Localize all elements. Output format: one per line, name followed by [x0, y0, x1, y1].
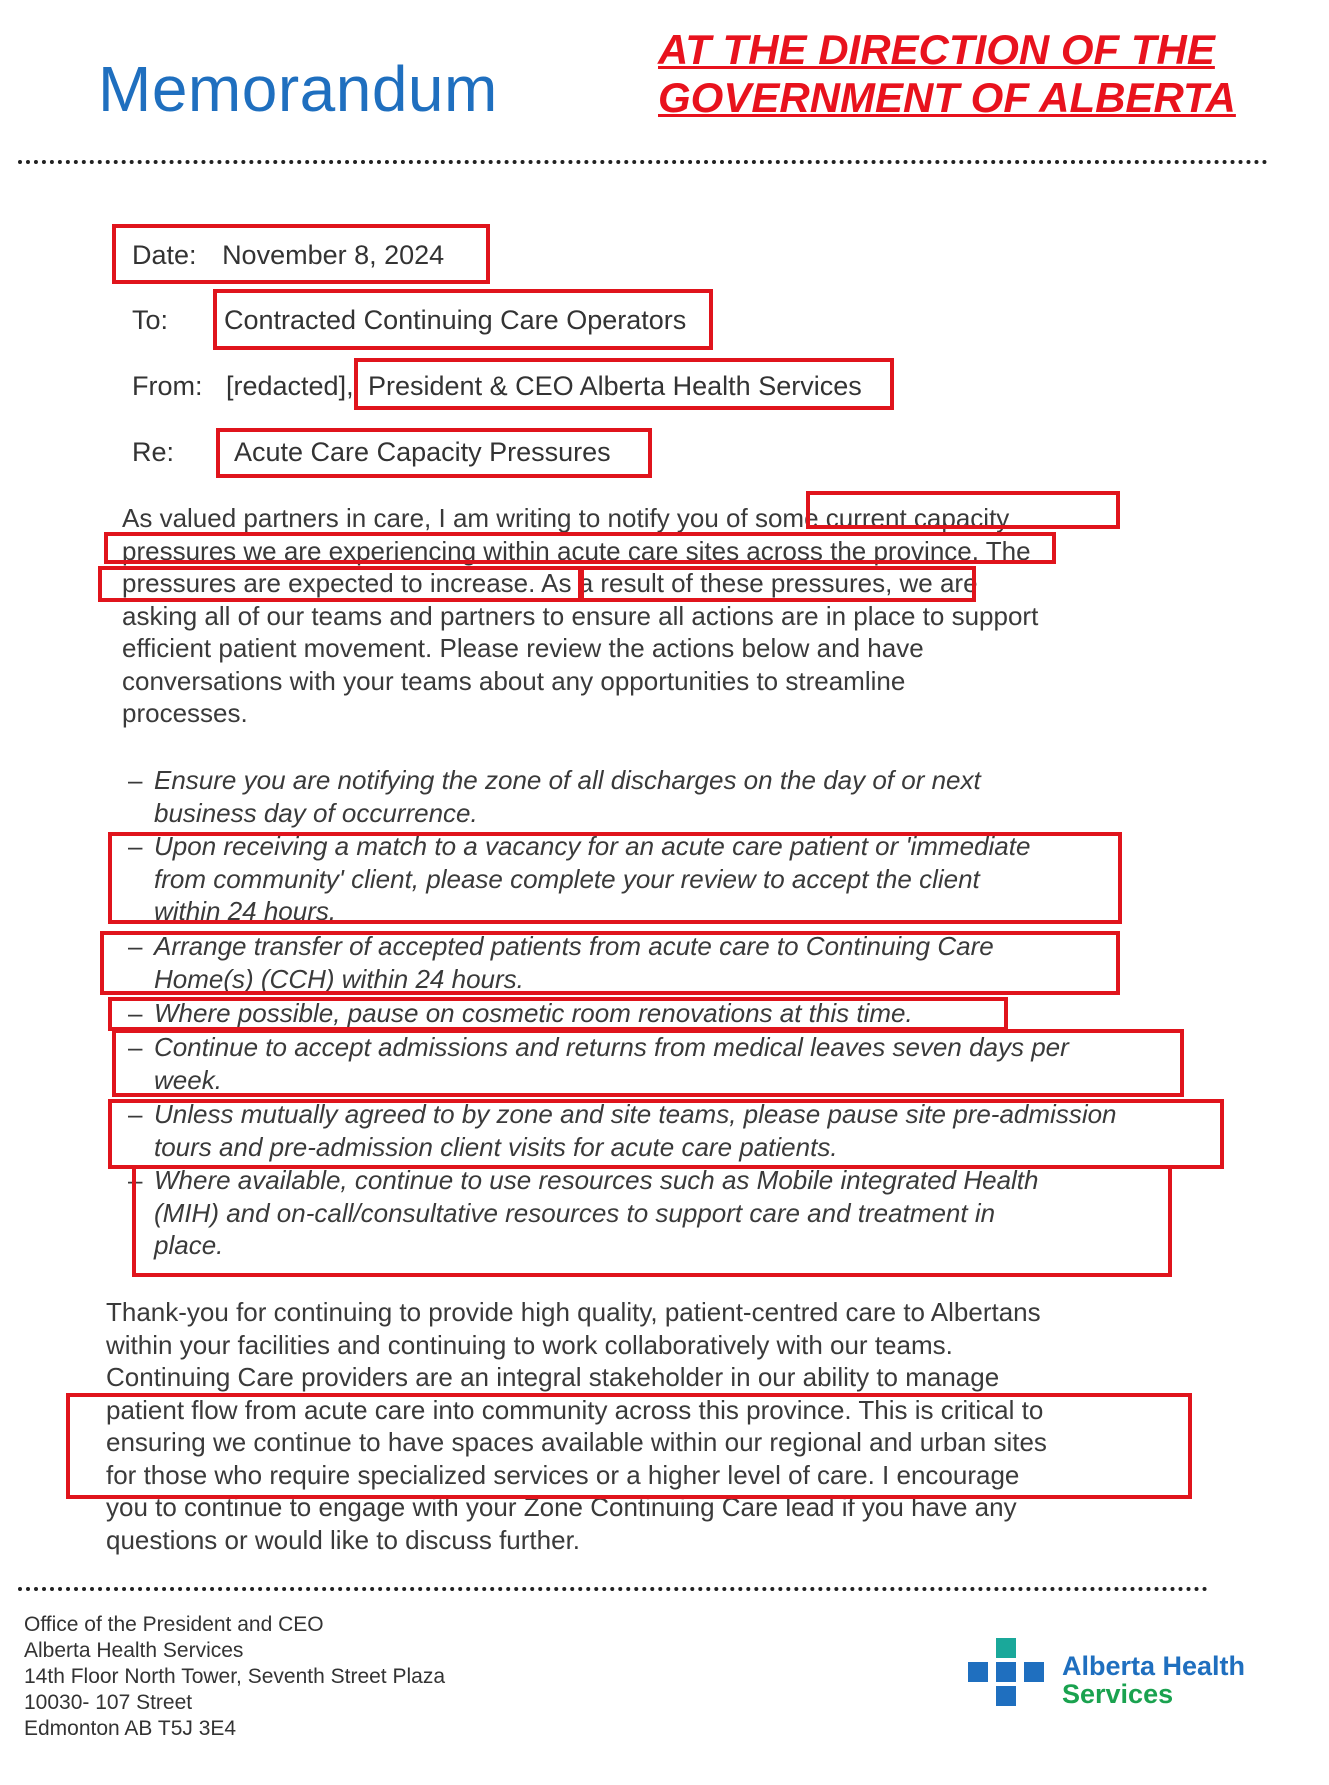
- from-value: President & CEO Alberta Health Services: [368, 371, 862, 401]
- bullet-line: week.: [154, 1064, 222, 1095]
- closing-line: you to continue to engage with your Zone Continuing Care lead if you have any: [106, 1492, 1017, 1522]
- annotation-box: [108, 832, 1122, 924]
- footer-line: Alberta Health Services: [24, 1639, 244, 1662]
- closing-line: patient flow from acute care into community across this province. This is critical to: [106, 1394, 1044, 1425]
- annotation-box: [216, 428, 652, 478]
- intro-line: As valued partners in care, I am writing to notify you of some current capacity: [122, 503, 1010, 533]
- date-value: November 8, 2024: [222, 240, 445, 270]
- annotation-box: [104, 532, 1056, 564]
- logo-line-1: Alberta Health: [1062, 1651, 1246, 1681]
- bullet-dash: –: [128, 998, 143, 1028]
- bullet-line: from community' client, please complete your review to accept the client: [154, 863, 980, 894]
- re-value: Acute Care Capacity Pressures: [234, 437, 611, 467]
- bullet-dash: –: [128, 831, 143, 861]
- closing-line: Thank-you for continuing to provide high quality, patient-centred care to Albertans: [106, 1297, 1041, 1327]
- annotation-box: [112, 1029, 1184, 1097]
- bullet-line: Ensure you are notifying the zone of all discharges on the day of or next: [154, 765, 981, 795]
- annotation-box: [213, 289, 713, 350]
- bullet-line: within 24 hours.: [154, 896, 337, 926]
- footer-line: 14th Floor North Tower, Seventh Street Plaza: [24, 1665, 446, 1688]
- footer-line: Edmonton AB T5J 3E4: [24, 1717, 237, 1740]
- to-value: Contracted Continuing Care Operators: [224, 305, 687, 335]
- annotation-box: [98, 566, 582, 602]
- closing-line: questions or would like to discuss further.: [106, 1524, 581, 1555]
- intro-line: pressures are expected to increase. As a result of these pressures, we are: [122, 568, 978, 598]
- bullet-dash: –: [128, 1099, 143, 1129]
- footer-line: Office of the President and CEO: [24, 1613, 324, 1636]
- to-label: To:: [132, 305, 169, 335]
- footer-line: 10030- 107 Street: [24, 1691, 193, 1714]
- bullet-line: Where possible, pause on cosmetic room renovations at this time.: [154, 998, 913, 1028]
- closing-line: Continuing Care providers are an integral stakeholder in our ability to manage: [106, 1362, 1000, 1392]
- top-dotted-divider: [18, 160, 1268, 164]
- bullet-line: business day of occurrence.: [154, 797, 478, 828]
- re-label: Re:: [132, 437, 175, 467]
- bullet-dash: –: [128, 1032, 143, 1062]
- bullet-line: (MIH) and on-call/consultative resources to support care and treatment in: [154, 1197, 996, 1228]
- annotation-box: [112, 224, 490, 284]
- closing-line: for those who require specialized services or a higher level of care. I encourage: [106, 1459, 1020, 1490]
- annotation-box: [108, 997, 1008, 1031]
- intro-line: conversations with your teams about any opportunities to streamline: [122, 665, 906, 696]
- bullet-item: [128, 764, 1234, 829]
- closing-line: ensuring we continue to have spaces available within our regional and urban sites: [106, 1427, 1047, 1457]
- footer-address: [24, 1612, 445, 1742]
- from-redacted: [redacted],: [226, 371, 354, 401]
- bullet-line: Arrange transfer of accepted patients from acute care to Continuing Care: [154, 931, 994, 961]
- ahs-logo-text: [1062, 1652, 1245, 1708]
- annotation-box: [132, 1165, 1172, 1277]
- intro-line: processes.: [122, 698, 248, 728]
- annotation-box: [100, 931, 1120, 995]
- annotation-box: [354, 358, 894, 410]
- government-direction-stamp: [658, 26, 1236, 122]
- bullet-line: Home(s) (CCH) within 24 hours.: [154, 963, 524, 994]
- annotation-box: [108, 1099, 1224, 1169]
- bullet-line: Continue to accept admissions and returns from medical leaves seven days per: [154, 1032, 1069, 1062]
- bullet-line: Where available, continue to use resources such as Mobile integrated Health: [154, 1165, 1039, 1195]
- stamp-line-2: GOVERNMENT OF ALBERTA: [658, 74, 1236, 121]
- bullet-dash: –: [128, 765, 143, 795]
- stamp-line-1: AT THE DIRECTION OF THE: [658, 26, 1215, 73]
- bullet-dash: –: [128, 1165, 143, 1195]
- from-label: From:: [132, 371, 203, 401]
- intro-line: pressures we are experiencing within acute care sites across the province. The: [122, 535, 1031, 566]
- annotation-box: [806, 491, 1120, 529]
- bullet-line: tours and pre-admission client visits for acute care patients.: [154, 1131, 838, 1162]
- intro-line: efficient patient movement. Please review the actions below and have: [122, 633, 924, 663]
- annotation-box: [580, 566, 976, 602]
- closing-line: within your facilities and continuing to work collaboratively with our teams.: [106, 1329, 953, 1360]
- annotation-box: [66, 1393, 1192, 1499]
- bottom-dotted-divider: [18, 1587, 1208, 1591]
- bullet-line: Upon receiving a match to a vacancy for an acute care patient or 'immediate: [154, 831, 1031, 861]
- bullet-line: place.: [154, 1230, 224, 1260]
- date-label: Date:: [132, 240, 197, 270]
- bullet-dash: –: [128, 931, 143, 961]
- logo-line-2: Services: [1062, 1679, 1174, 1709]
- ahs-cross-logo-icon: [968, 1638, 1052, 1714]
- memo-title: Memorandum: [98, 53, 498, 125]
- intro-line: asking all of our teams and partners to ensure all actions are in place to support: [122, 600, 1039, 631]
- bullet-line: Unless mutually agreed to by zone and site teams, please pause site pre-admission: [154, 1099, 1117, 1129]
